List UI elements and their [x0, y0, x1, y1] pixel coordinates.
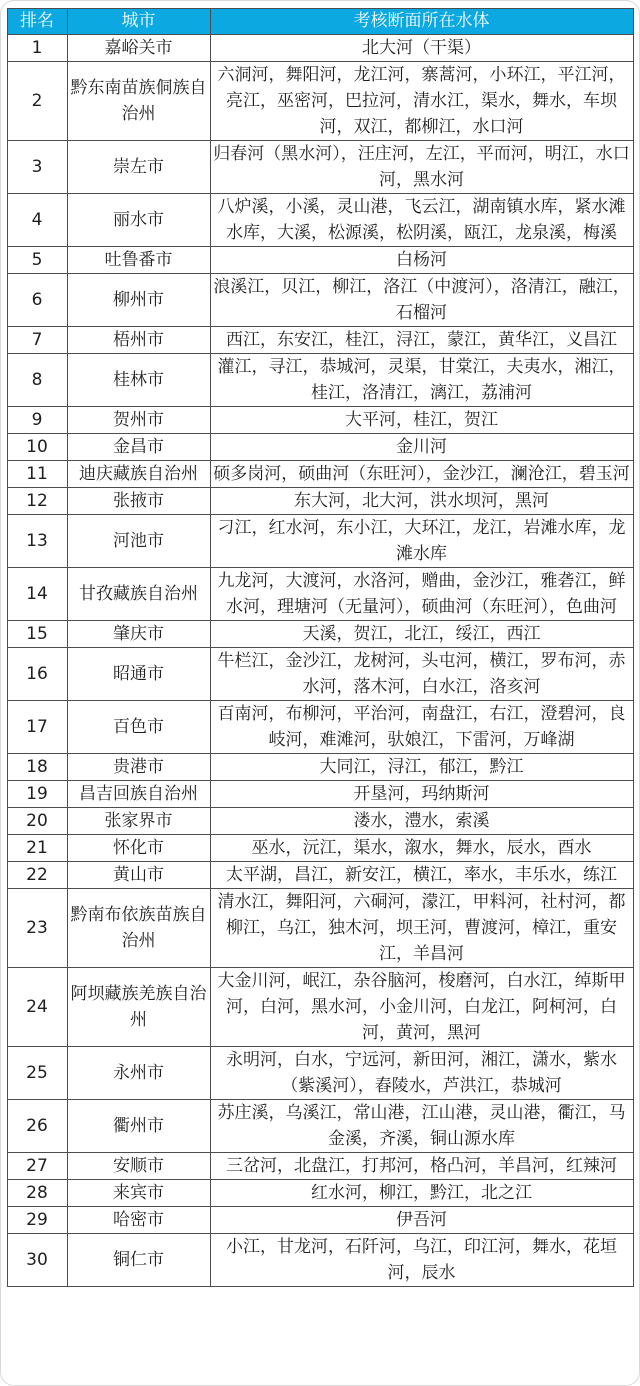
table-row — [7, 327, 633, 354]
city-cell: 哈密市 — [67, 1207, 210, 1234]
waters-cell: 苏庄溪，乌溪江，常山港，江山港，灵山港，衢江，马金溪，齐溪，铜山源水库 — [210, 1100, 633, 1153]
city-cell: 桂林市 — [67, 354, 210, 407]
waters-cell: 大金川河，岷江，杂谷脑河，梭磨河，白水江，绰斯甲河，白河，黑水河，小金川河，白龙江，阿柯河，白河，黄河，黑河 — [210, 968, 633, 1047]
waters-cell: 小江，甘龙河，石阡河，乌江，印江河，舞水，花垣河，辰水 — [210, 1234, 633, 1287]
city-cell: 张家界市 — [67, 808, 210, 835]
waters-cell: 白杨河 — [210, 247, 633, 274]
rank-cell: 8 — [7, 354, 67, 407]
city-cell: 肇庆市 — [67, 621, 210, 648]
waters-cell: 大平河，桂江，贺江 — [210, 407, 633, 434]
waters-cell: 北大河（干渠） — [210, 35, 633, 62]
city-cell: 嘉峪关市 — [67, 35, 210, 62]
rank-cell: 26 — [7, 1100, 67, 1153]
table-row — [7, 781, 633, 808]
waters-cell: 红水河，柳江，黔江，北之江 — [210, 1180, 633, 1207]
table-row — [7, 968, 633, 1047]
table-row — [7, 354, 633, 407]
column-header-water: 考核断面所在水体 — [210, 9, 633, 35]
city-cell: 贺州市 — [67, 407, 210, 434]
table-row — [7, 1100, 633, 1153]
rank-cell: 30 — [7, 1234, 67, 1287]
waters-cell: 伊吾河 — [210, 1207, 633, 1234]
table-row — [7, 862, 633, 889]
table-row — [7, 621, 633, 648]
rank-cell: 6 — [7, 274, 67, 327]
table-row — [7, 568, 633, 621]
waters-cell: 巫水，沅江，渠水，溆水，舞水，辰水，酉水 — [210, 835, 633, 862]
rank-cell: 19 — [7, 781, 67, 808]
column-header-city: 城市 — [67, 9, 210, 35]
rank-cell: 29 — [7, 1207, 67, 1234]
rank-cell: 13 — [7, 515, 67, 568]
table-row — [7, 808, 633, 835]
waters-cell: 浪溪江，贝江，柳江，洛江（中渡河），洛清江，融江，石榴河 — [210, 274, 633, 327]
rank-cell: 22 — [7, 862, 67, 889]
rank-cell: 17 — [7, 701, 67, 754]
rank-cell: 23 — [7, 889, 67, 968]
city-cell: 百色市 — [67, 701, 210, 754]
table-row — [7, 461, 633, 488]
waters-cell: 九龙河，大渡河，水洛河，赠曲，金沙江，雅砻江，鲜水河，理塘河（无量河），硕曲河（东旺河），色曲河 — [210, 568, 633, 621]
table-row — [7, 648, 633, 701]
rank-cell: 10 — [7, 434, 67, 461]
city-cell: 来宾市 — [67, 1180, 210, 1207]
rank-cell: 24 — [7, 968, 67, 1047]
waters-cell: 西江，东安江，桂江，浔江，蒙江，黄华江，义昌江 — [210, 327, 633, 354]
table-row — [7, 247, 633, 274]
column-header-rank: 排名 — [7, 9, 67, 35]
rank-cell: 15 — [7, 621, 67, 648]
table-row — [7, 754, 633, 781]
city-cell: 昌吉回族自治州 — [67, 781, 210, 808]
city-cell: 贵港市 — [67, 754, 210, 781]
city-cell: 梧州市 — [67, 327, 210, 354]
table-row — [7, 488, 633, 515]
table-row — [7, 1234, 633, 1287]
city-cell: 张掖市 — [67, 488, 210, 515]
rank-cell: 20 — [7, 808, 67, 835]
waters-cell: 灌江，寻江，恭城河，灵渠，甘棠江，夫夷水，湘江，桂江，洛清江，漓江，荔浦河 — [210, 354, 633, 407]
city-cell: 黔东南苗族侗族自治州 — [67, 62, 210, 141]
table-row — [7, 1207, 633, 1234]
rank-cell: 18 — [7, 754, 67, 781]
city-cell: 衢州市 — [67, 1100, 210, 1153]
waters-cell: 百南河，布柳河，平治河，南盘江，右江，澄碧河，良岐河，难滩河，驮娘江，下雷河，万峰湖 — [210, 701, 633, 754]
waters-cell: 归春河（黑水河），汪庄河，左江，平而河，明江，水口河，黑水河 — [210, 141, 633, 194]
table-row — [7, 835, 633, 862]
waters-cell: 溇水，澧水，索溪 — [210, 808, 633, 835]
waters-cell: 天溪，贺江，北江，绥江，西江 — [210, 621, 633, 648]
table-body — [7, 35, 633, 1287]
table-row — [7, 407, 633, 434]
waters-cell: 刁江，红水河，东小江，大环江，龙江，岩滩水库，龙滩水库 — [210, 515, 633, 568]
waters-cell: 大同江，浔江，郁江，黔江 — [210, 754, 633, 781]
waters-cell: 牛栏江，金沙江，龙树河，头屯河，横江，罗布河，赤水河，落木河，白水江，洛亥河 — [210, 648, 633, 701]
waters-cell: 三岔河，北盘江，打邦河，格凸河，羊昌河，红辣河 — [210, 1153, 633, 1180]
city-cell: 崇左市 — [67, 141, 210, 194]
rank-cell: 14 — [7, 568, 67, 621]
waters-cell: 开垦河，玛纳斯河 — [210, 781, 633, 808]
waters-cell: 八炉溪，小溪，灵山港，飞云江，湖南镇水库，紧水滩水库，大溪，松源溪，松阴溪，瓯江，龙泉溪，梅溪 — [210, 194, 633, 247]
rank-cell: 9 — [7, 407, 67, 434]
city-cell: 迪庆藏族自治州 — [67, 461, 210, 488]
city-cell: 河池市 — [67, 515, 210, 568]
table-row — [7, 194, 633, 247]
rank-cell: 21 — [7, 835, 67, 862]
city-cell: 怀化市 — [67, 835, 210, 862]
table-row — [7, 1153, 633, 1180]
table-row — [7, 434, 633, 461]
city-cell: 金昌市 — [67, 434, 210, 461]
city-cell: 黄山市 — [67, 862, 210, 889]
rank-cell: 11 — [7, 461, 67, 488]
table-header — [7, 9, 633, 35]
table-row — [7, 141, 633, 194]
rank-cell: 5 — [7, 247, 67, 274]
rank-cell: 16 — [7, 648, 67, 701]
city-cell: 安顺市 — [67, 1153, 210, 1180]
rank-cell: 7 — [7, 327, 67, 354]
city-cell: 永州市 — [67, 1047, 210, 1100]
rank-cell: 25 — [7, 1047, 67, 1100]
rank-cell: 12 — [7, 488, 67, 515]
city-cell: 铜仁市 — [67, 1234, 210, 1287]
city-cell: 柳州市 — [67, 274, 210, 327]
table-row — [7, 1047, 633, 1100]
waters-cell: 硕多岗河，硕曲河（东旺河），金沙江，澜沧江，碧玉河 — [210, 461, 633, 488]
waters-cell: 东大河，北大河，洪水坝河，黑河 — [210, 488, 633, 515]
ranking-table — [7, 8, 634, 1287]
waters-cell: 清水江，舞阳河，六硐河，濛江，甲料河，社村河，都柳江，乌江，独木河，坝王河，曹渡河，樟江，重安江，羊昌河 — [210, 889, 633, 968]
waters-cell: 金川河 — [210, 434, 633, 461]
rank-cell: 28 — [7, 1180, 67, 1207]
table-row — [7, 62, 633, 141]
rank-cell: 3 — [7, 141, 67, 194]
table-row — [7, 35, 633, 62]
table-row — [7, 515, 633, 568]
city-cell: 昭通市 — [67, 648, 210, 701]
city-cell: 黔南布依族苗族自治州 — [67, 889, 210, 968]
table-row — [7, 1180, 633, 1207]
waters-cell: 太平湖，昌江，新安江，横江，率水，丰乐水，练江 — [210, 862, 633, 889]
rank-cell: 27 — [7, 1153, 67, 1180]
table-row — [7, 889, 633, 968]
table-row — [7, 701, 633, 754]
rank-cell: 2 — [7, 62, 67, 141]
table-row — [7, 274, 633, 327]
rank-cell: 1 — [7, 35, 67, 62]
city-cell: 吐鲁番市 — [67, 247, 210, 274]
city-cell: 丽水市 — [67, 194, 210, 247]
waters-cell: 六洞河，舞阳河，龙江河，寨蒿河，小环江，平江河，亮江，巫密河，巴拉河，清水江，渠水，舞水，车坝河，双江，都柳江，水口河 — [210, 62, 633, 141]
rank-cell: 4 — [7, 194, 67, 247]
waters-cell: 永明河，白水，宁远河，新田河，湘江，潇水，紫水（紫溪河），舂陵水，芦洪江，恭城河 — [210, 1047, 633, 1100]
city-cell: 甘孜藏族自治州 — [67, 568, 210, 621]
header-row — [7, 9, 633, 35]
city-cell: 阿坝藏族羌族自治州 — [67, 968, 210, 1047]
